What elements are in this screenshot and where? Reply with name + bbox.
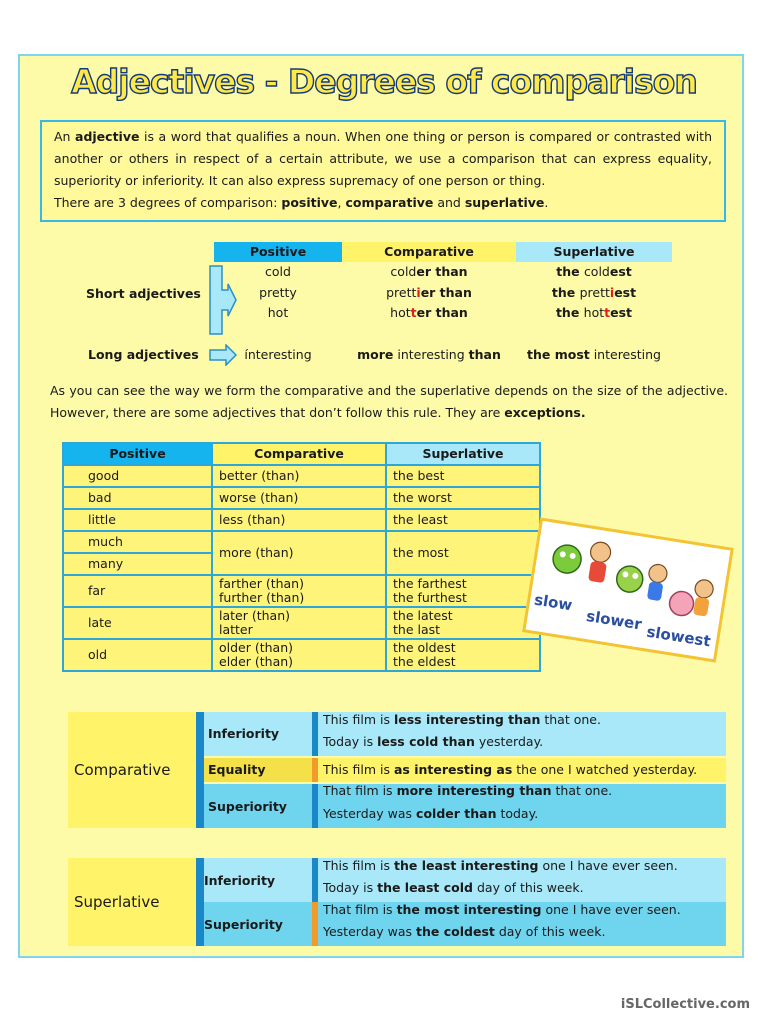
- table-row: [63, 531, 540, 553]
- page-title: Adjectives - Degrees of comparison: [71, 62, 697, 101]
- exc-comparative: less (than): [212, 509, 386, 531]
- short-adjectives-label: Short adjectives: [86, 286, 201, 301]
- comp-inferiority-label: Inferiority: [208, 726, 280, 741]
- exc-positive: bad: [63, 487, 212, 509]
- intro-degrees-line: There are 3 degrees of comparison: positive, comparative and superlative.: [54, 195, 549, 210]
- exc-comparative: farther (than) further (than): [212, 575, 386, 607]
- exc-header-superlative: Superlative: [386, 443, 540, 465]
- exc-positive: late: [63, 607, 212, 639]
- table-row: [63, 509, 540, 531]
- short-row-1-comparative: colder than: [390, 264, 468, 279]
- sup-superiority-example-2: Yesterday was the coldest day of this week.: [323, 924, 606, 939]
- sup-superiority-label: Superiority: [204, 917, 283, 932]
- site-watermark: iSLCollective.com: [620, 997, 750, 1012]
- exc-superlative: the latest the last: [386, 607, 540, 639]
- exc-superlative: the most: [386, 531, 540, 575]
- sup-superiority-example-1: That film is the most interesting one I have ever seen.: [323, 902, 681, 917]
- header-superlative: Superlative: [516, 242, 672, 262]
- long-row-superlative: the most interesting: [527, 347, 661, 362]
- exc-positive: far: [63, 575, 212, 607]
- comp-superiority-example-2: Yesterday was colder than today.: [323, 806, 539, 821]
- sup-inferiority-example-2: Today is the least cold day of this week.: [323, 880, 584, 895]
- intro-paragraph: An adjective is a word that qualifies a noun. When one thing or person is compared or contrasted with another or others in respect of a certain attribute, we use a comparison that can express equality, superiority or inferiority. It can also express supremacy of one person or thing.: [54, 129, 712, 188]
- exc-superlative: the farthest the furthest: [386, 575, 540, 607]
- table-row: [63, 487, 540, 509]
- exceptions-explanation: As you can see the way we form the comparative and the superlative depends on the size of the adjective. However, there are some adjectives that don’t follow this rule. They are exceptions.: [50, 383, 728, 420]
- comp-equality-example-1: This film is as interesting as the one I watched yesterday.: [323, 762, 698, 777]
- exc-superlative: the worst: [386, 487, 540, 509]
- comparative-label: Comparative: [74, 761, 171, 779]
- intro-box: [40, 120, 726, 222]
- exc-superlative: the oldest the eldest: [386, 639, 540, 671]
- exc-positive: much: [63, 531, 212, 553]
- exc-superlative: the best: [386, 465, 540, 487]
- comp-superiority-label: Superiority: [208, 799, 287, 814]
- exc-comparative: later (than) latter: [212, 607, 386, 639]
- exc-superlative: the least: [386, 509, 540, 531]
- exc-positive: little: [63, 509, 212, 531]
- header-comparative: Comparative: [342, 242, 516, 262]
- short-row-2-positive: pretty: [259, 285, 297, 300]
- word-slow: slow: [532, 590, 574, 615]
- exc-positive: good: [63, 465, 212, 487]
- comp-inferiority-example-1: This film is less interesting than that one.: [323, 712, 601, 727]
- sup-inferiority-label: Inferiority: [204, 873, 276, 888]
- superlative-label: Superlative: [74, 893, 160, 911]
- superlative-divider: [196, 858, 204, 946]
- short-row-3-comparative: hotter than: [390, 305, 468, 320]
- exc-comparative: older (than) elder (than): [212, 639, 386, 671]
- exc-positive: old: [63, 639, 212, 671]
- sup-inferiority-example-1: This film is the least interesting one I have ever seen.: [323, 858, 678, 873]
- comparative-divider: [196, 712, 204, 828]
- exc-comparative: more (than): [212, 531, 386, 575]
- long-row-positive: ínteresting: [244, 347, 312, 362]
- comp-equality-label: Equality: [208, 762, 266, 777]
- comp-superiority-example-1: That film is more interesting than that one.: [323, 783, 613, 798]
- table-row: [63, 575, 540, 607]
- short-row-1-positive: cold: [265, 264, 291, 279]
- exc-comparative: better (than): [212, 465, 386, 487]
- table-row: [63, 607, 540, 639]
- short-row-1-superlative: the coldest: [556, 264, 632, 279]
- table-row: [63, 465, 540, 487]
- long-adjectives-label: Long adjectives: [88, 347, 199, 362]
- word-slower: slower: [585, 606, 643, 634]
- comp-inferiority-example-2: Today is less cold than yesterday.: [323, 734, 544, 749]
- exc-comparative: worse (than): [212, 487, 386, 509]
- exc-positive: many: [63, 553, 212, 575]
- short-row-3-positive: hot: [267, 305, 289, 320]
- exc-header-positive: Positive: [63, 443, 212, 465]
- long-row-comparative: more interesting than: [357, 347, 501, 362]
- short-row-2-comparative: prettier than: [386, 285, 472, 300]
- table-row: [63, 639, 540, 671]
- short-row-2-superlative: the prettiest: [551, 285, 637, 300]
- exc-header-comparative: Comparative: [212, 443, 386, 465]
- exceptions-table: [62, 442, 541, 672]
- short-row-3-superlative: the hottest: [555, 305, 633, 320]
- header-positive: Positive: [214, 242, 342, 262]
- word-slowest: slowest: [645, 622, 712, 651]
